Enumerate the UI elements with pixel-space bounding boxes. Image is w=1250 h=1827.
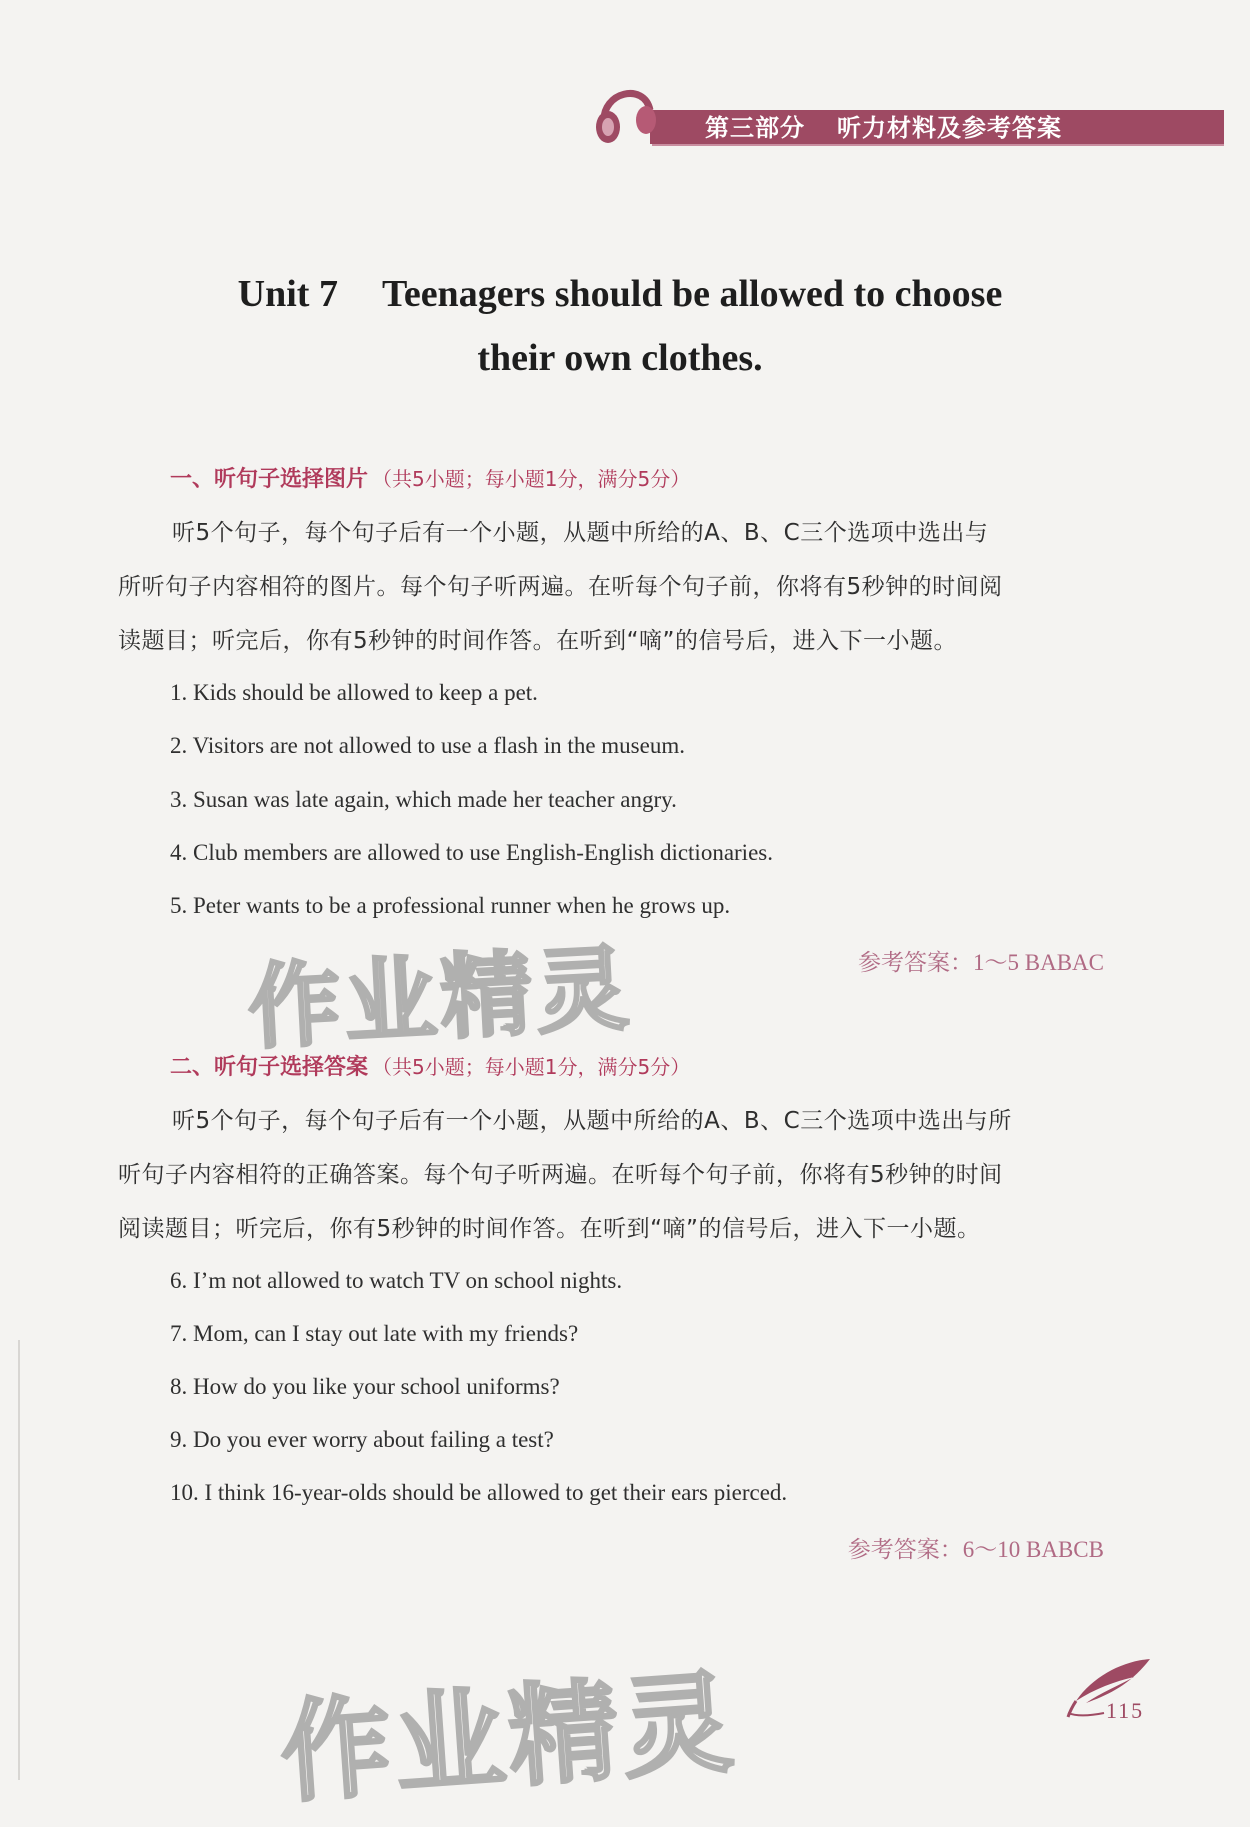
headphone-icon xyxy=(592,72,662,152)
listening-item: 4. Club members are allowed to use English-English dictionaries. xyxy=(170,840,773,865)
instruction-line: 听句子内容相符的正确答案。每个句子听两遍。在听每个句子前，你将有5秒钟的时间 xyxy=(118,1162,1003,1188)
listening-item: 2. Visitors are not allowed to use a flash in the museum. xyxy=(170,733,685,758)
listening-item: 7. Mom, can I stay out late with my friends? xyxy=(170,1321,579,1346)
listening-item: 10. I think 16-year-olds should be allowed to get their ears pierced. xyxy=(170,1480,788,1505)
section-note: （共5小题；每小题1分，满分5分） xyxy=(372,1055,691,1079)
unit-title xyxy=(140,262,1100,390)
listening-item: 6. I’m not allowed to watch TV on school nights. xyxy=(170,1268,623,1293)
listening-item: 1. Kids should be allowed to keep a pet. xyxy=(170,680,538,705)
unit-title-line1: Teenagers should be allowed to choose xyxy=(381,273,1003,315)
listening-item: 8. How do you like your school uniforms? xyxy=(170,1374,560,1399)
section-instructions-1 xyxy=(118,506,1108,668)
section-heading-1 xyxy=(170,462,690,493)
header-subtitle: 听力材料及参考答案 xyxy=(837,114,1062,142)
listening-item: 3. Susan was late again, which made her teacher angry. xyxy=(170,787,677,812)
watermark: 作业精灵 xyxy=(276,1658,741,1818)
listening-item: 5. Peter wants to be a professional runner when he grows up. xyxy=(170,893,731,918)
unit-label: Unit 7 xyxy=(237,273,338,315)
answer-key-1: 参考答案：1～5 BABAC xyxy=(858,950,1104,975)
answer-key-2: 参考答案：6～10 BABCB xyxy=(847,1537,1104,1562)
section-heading-2 xyxy=(170,1050,690,1081)
unit-title-line2: their own clothes. xyxy=(477,337,763,379)
section-title: 二、听句子选择答案 xyxy=(170,1055,369,1080)
section-title: 一、听句子选择图片 xyxy=(170,467,369,492)
instruction-line: 听5个句子，每个句子后有一个小题，从题中所给的A、B、C三个选项中选出与 xyxy=(172,520,989,546)
watermark: 作业精灵 xyxy=(245,935,635,1062)
header-part: 第三部分 xyxy=(705,114,805,142)
instruction-line: 所听句子内容相符的图片。每个句子听两遍。在听每个句子前，你将有5秒钟的时间阅 xyxy=(118,574,1003,600)
page-edge-shadow xyxy=(18,1340,20,1780)
section-note: （共5小题；每小题1分，满分5分） xyxy=(372,467,691,491)
instruction-line: 读题目；听完后，你有5秒钟的时间作答。在听到“嘀”的信号后，进入下一小题。 xyxy=(118,628,957,654)
page-number: 115 xyxy=(1106,1698,1145,1723)
listening-item: 9. Do you ever worry about failing a test? xyxy=(170,1427,554,1452)
instruction-line: 阅读题目；听完后，你有5秒钟的时间作答。在听到“嘀”的信号后，进入下一小题。 xyxy=(118,1216,981,1242)
header-title xyxy=(705,112,1062,144)
section-instructions-2 xyxy=(118,1094,1108,1256)
instruction-line: 听5个句子，每个句子后有一个小题，从题中所给的A、B、C三个选项中选出与所 xyxy=(172,1108,1012,1134)
